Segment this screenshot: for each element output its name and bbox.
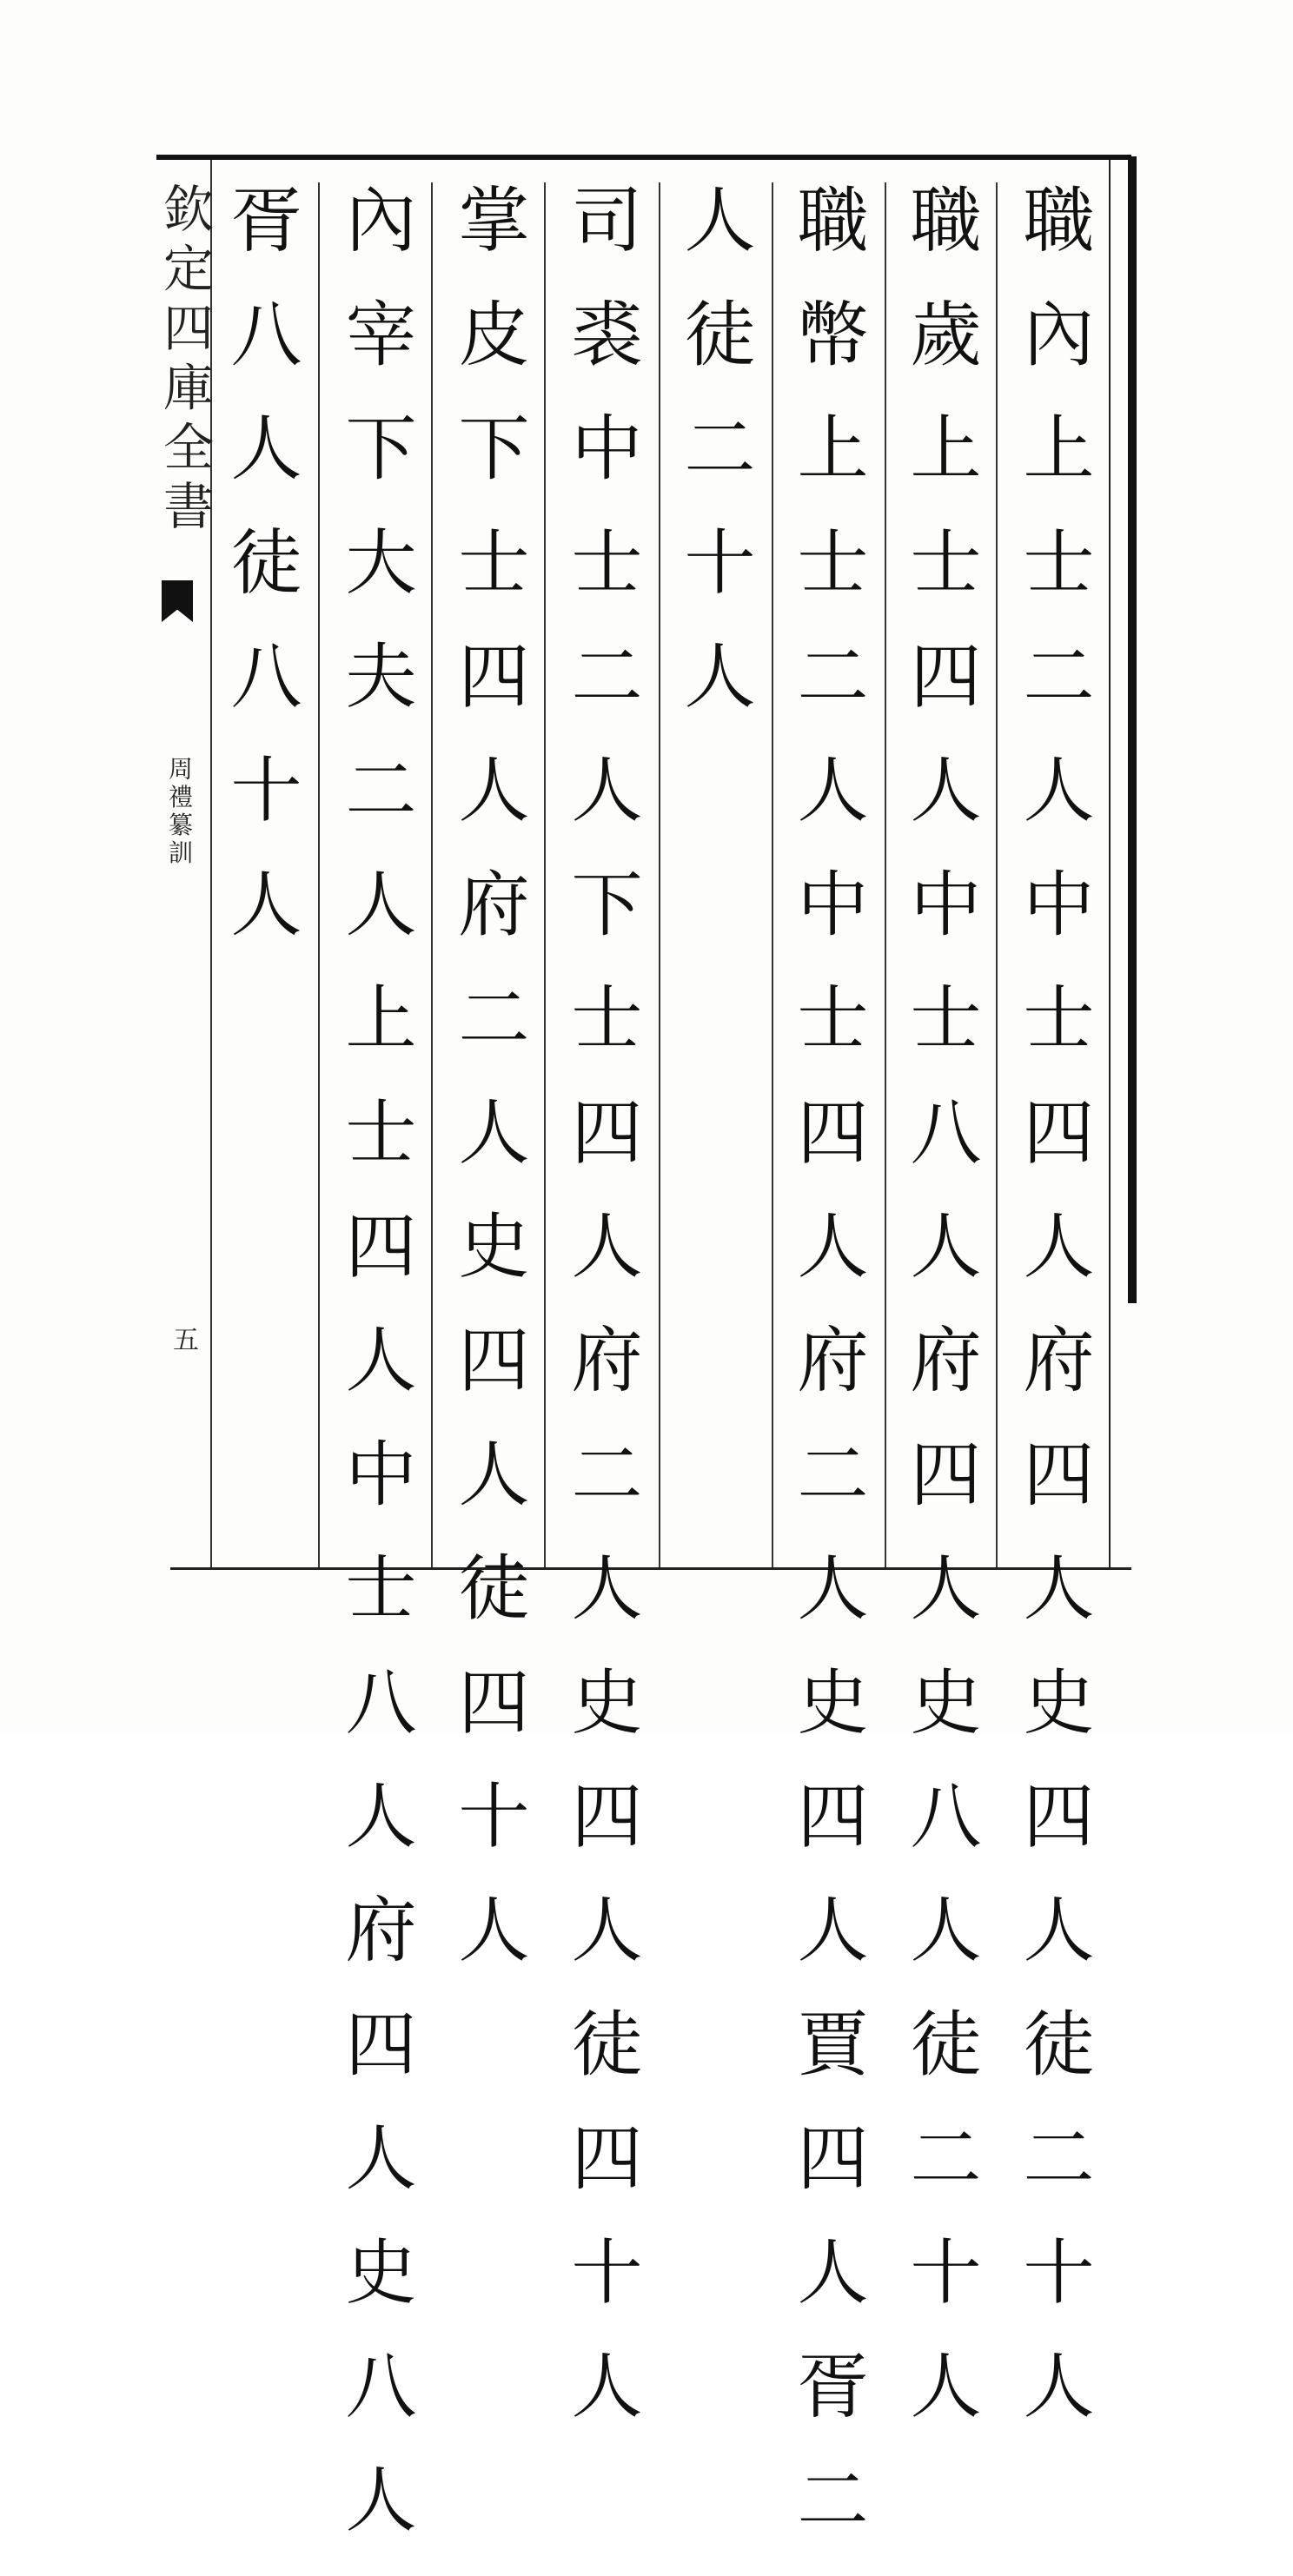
right-frame-border [1128, 156, 1137, 1303]
chapter-title: 周禮纂訓 [165, 756, 194, 868]
fishtail-mark-icon [162, 580, 193, 622]
text-column-3: 職幣上士二人中士四人府二人史四人賈四人胥二 [786, 182, 868, 2576]
column-divider [885, 182, 886, 1567]
text-column-7: 內宰下大夫二人上士四人中士八人府四人史八人 [334, 182, 416, 2576]
column-divider [431, 182, 433, 1567]
column-divider [772, 182, 773, 1567]
text-column-8: 胥八人徒八十人 [219, 182, 302, 981]
column-divider [996, 182, 998, 1567]
column-divider [318, 182, 320, 1567]
top-frame-rule [156, 155, 1131, 160]
bottom-frame-rule [170, 1567, 1131, 1570]
text-column-4: 人徒二十人 [673, 182, 755, 752]
column-divider [659, 182, 660, 1567]
text-column-2: 職歲上士四人中士八人府四人史八人徒二十人 [898, 182, 981, 2462]
text-column-5: 司裘中士二人下士四人府二人史四人徒四十人 [560, 182, 642, 2462]
book-title: 欽定四庫全書 [155, 182, 214, 540]
text-column-1: 職內上士二人中士四人府四人史四人徒二十人 [1011, 182, 1094, 2462]
right-inner-border [1109, 160, 1111, 1567]
text-column-6: 掌皮下士四人府二人史四人徒四十人 [447, 182, 529, 2007]
page-number: 五 [168, 1326, 198, 1352]
column-divider [544, 182, 546, 1567]
